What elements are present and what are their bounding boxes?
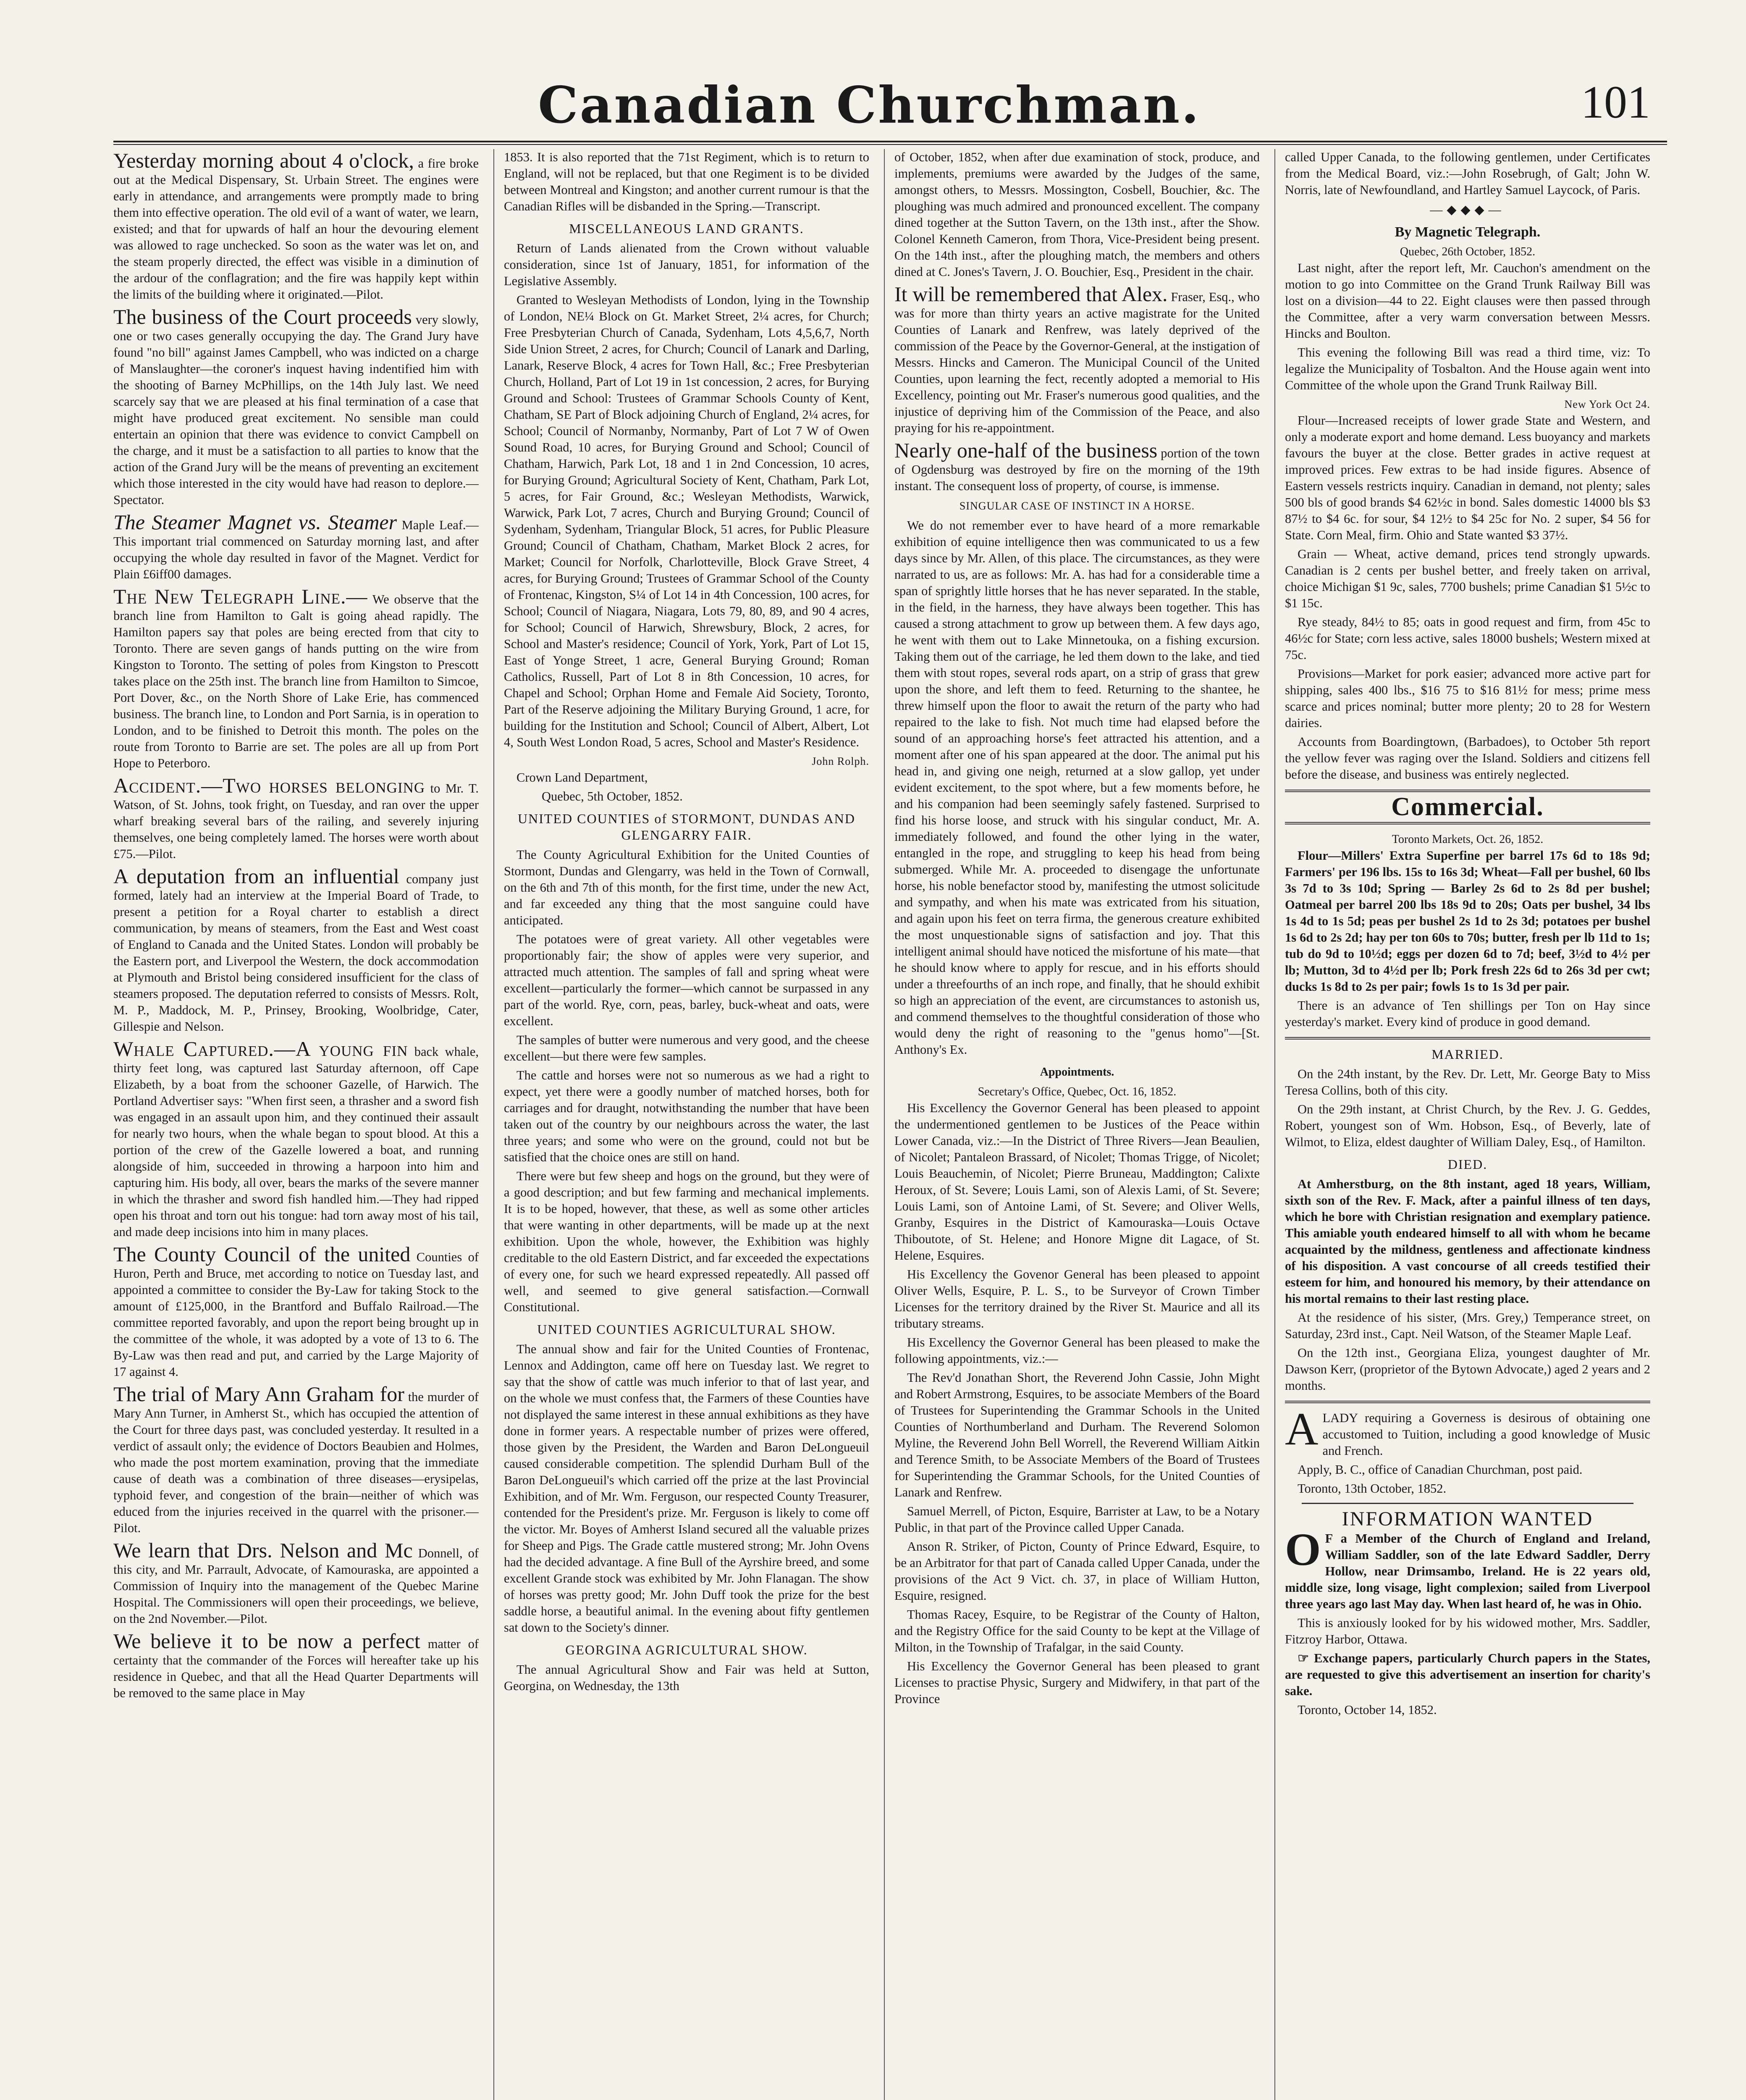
- section-heading: UNITED COUNTIES of STORMONT, DUNDAS AND GLENGARRY FAIR.: [518, 811, 855, 843]
- paragraph: There were but few sheep and hogs on the ground, but they were of a good description; and but few farming and mechanical implements. It is to be hoped, however, that these, as well as some other articles that were wanting in other departments, will be made up at the next exhibition. Upon the whole, however, the Exhibition was highly creditable to the old Eastern District, and far exceeded the expectations of every one, for such we heard expressed repeatedly. All passed off well, and seemed to give general satisfaction.—Cornwall Constitutional.: [504, 1169, 869, 1314]
- paragraph: called Upper Canada, to the following gentlemen, under Certificates from the Medical Board, viz.:—John Rosebrugh, of Galt; John W. Norris, late of Newfoundland, and Hartley Samuel Laycock, of Paris.: [1285, 150, 1650, 197]
- section-heading: Commercial.: [1391, 793, 1544, 821]
- item-lead: The Steamer Magnet vs. Steamer: [113, 510, 397, 534]
- section-heading: Appointments.: [1040, 1066, 1114, 1079]
- double-rule: [1285, 1401, 1650, 1403]
- item-body: the murder of Mary Ann Turner, in Amherst St., which has occupied the attention of the Court for three days past, was concluded yesterday. It resulted in a verdict of assault only; the evidence of Doctors Beaubien and Holmes, who made the post mortem examination, proving that the immediate cause of death was a combination of three diseases—erysipelas, typhoid fever, and congestion of the brain—neither of which was educed from the injuries received in the quarrel with the prisoner.—Pilot.: [113, 1390, 479, 1535]
- ad-body: F a Member of the Church of England and Ireland, William Saddler, son of the late Edward Saddler, Derry Hollow, near Drimsambo, Ireland. He is 22 years old, middle size, long visage, light complexion; sailed from Liverpool three years ago last May day. When last heard of, he was in Ohio.: [1285, 1531, 1650, 1611]
- section-heading: INFORMATION WANTED: [1342, 1508, 1594, 1530]
- paragraph: ☞ Exchange papers, particularly Church papers in the States, are requested to give this advertisement an insertion for charity's sake.: [1285, 1651, 1650, 1698]
- paragraph: His Excellency the Governor General has been pleased to appoint the undermentioned gentlemen to be Justices of the Peace within Lower Canada, viz.:—In the District of Three Rivers—Jean Beaulien, of Nicolet; Pantaleon Brassard, of Nicolet; Thomas Trigge, of Nicolet; Louis Beauchemin, of Nicolet; Pierre Bruneau, Maddington; Calixte Heroux, of St. Severe; Louis Lami, son of Alexis Lami, of St. Severe; Louis Lami, son of Antoine Lami, of St. Severe; and Oliver Wells, Granby, Esquires in the District of Kamouraska—Louis Octave Thiboutote, of St. Helene; and Honore Migne dit Lagace, of St. Helene, Esquires.: [894, 1101, 1260, 1263]
- item-lead: The County Council of the united: [113, 1242, 411, 1266]
- ornament-divider: —◆◆◆—: [1430, 203, 1505, 217]
- double-rule: [1285, 1037, 1650, 1040]
- paragraph: At the residence of his sister, (Mrs. Grey,) Temperance street, on Saturday, 23rd inst., Capt. Neil Watson, of the Steamer Maple Leaf.: [1285, 1310, 1650, 1341]
- item-body: back whale, thirty feet long, was captured last Saturday afternoon, off Cape Elizabeth, by a boat from the schooner Gazelle, of Harwich. The Portland Advertiser says: "When first seen, a thrasher and a sword fish was engaged in an assault upon him, and they continued their assault for nearly two hours, when the whale began to spout blood. At this a portion of the crew of the Gazelle lowered a boat, and running alongside of him, succeeded in throwing a harpoon into him and capturing him. His body, all over, bears the marks of the severe manner in which the thrasher and sword fish handled him.—They had ripped open his throat and torn out his tongue: had torn away most of his tail, and made deep incisions into him in many places.: [113, 1045, 479, 1239]
- item-lead: It will be remembered that Alex.: [894, 282, 1168, 306]
- item-body: Donnell, of this city, and Mr. Parrault, Advocate, of Kamouraska, are appointed a Commission of Inquiry into the management of the Quebec Marine Hospital. The Commissioners will open their proceedings, we believe, on the 2nd November.—Pilot.: [113, 1546, 479, 1626]
- item-body: portion of the town of Ogdensburg was destroyed by fire on the morning of the 19th instant. The consequent loss of property, of course, is immense.: [894, 446, 1260, 493]
- section-heading: MARRIED.: [1431, 1047, 1504, 1062]
- news-item: [113, 149, 479, 303]
- dateline: Quebec, 26th October, 1852.: [1400, 245, 1536, 258]
- paragraph: This evening the following Bill was read a third time, viz: To legalize the Municipality of Tosbalton. And the House again went into Committee of the whole upon the Grand Trunk Railway Bill.: [1285, 345, 1650, 392]
- paragraph: The annual show and fair for the United Counties of Frontenac, Lennox and Addington, came off here on Tuesday last. We regret to say that the show of cattle was much inferior to that of last year, and on the whole we must confess that, the Farmers of these Counties have not displayed the same interest in these annual exhibitions as they have done in former years. A respectable number of prizes were offered, those given by the President, the Warden and Baron DeLongueuil caused considerable competition. The splendid Durham Bull of the Baron DeLongueuil's which carried off the prize at the last Provincial Exhibition, and of Mr. Wm. Ferguson, our respected County Treasurer, contended for the President's prize. Mr. Ferguson is likely to come off the victor. Mr. Boyes of Amherst Island secured all the valuable prizes for Sheep and Pigs. The Grade cattle mustered strong; Mr. John Ovens had the decided advantage. A fine Bull of the Ayrshire breed, and some excellent Grande stock was exhibited by Mr. John Flanagan. The show of horses was pretty good; Mr. John Duff took the prize for the best saddle horse, a beautiful animal. In the evening about fifty gentlemen sat down to the Society's dinner.: [504, 1342, 869, 1635]
- newspaper-title: Canadian Churchman.: [538, 76, 1201, 135]
- column-3: [894, 149, 1260, 2100]
- paragraph: On the 12th inst., Georgiana Eliza, youngest daughter of Mr. Dawson Kerr, (proprietor of the Bytown Advocate,) aged 2 years and 2 months.: [1285, 1346, 1650, 1393]
- item-lead: Whale Captured.—A young fin: [113, 1037, 408, 1060]
- dateline: New York Oct 24.: [1564, 398, 1650, 410]
- item-lead: Accident.—Two horses belonging: [113, 774, 425, 797]
- item-lead: The trial of Mary Ann Graham for: [113, 1382, 404, 1406]
- news-item: [113, 585, 479, 772]
- item-lead: The business of the Court proceeds: [113, 305, 412, 328]
- column-divider: [884, 149, 885, 2100]
- paragraph: There is an advance of Ten shillings per Ton on Hay since yesterday's market. Every kind of produce in good demand.: [1285, 998, 1650, 1029]
- item-lead: The New Telegraph Line.—: [113, 585, 368, 608]
- item-body: to Mr. T. Watson, of St. Johns, took fright, on Tuesday, and ran over the upper wharf breaking several bars of the railing, and severely injuring themselves, one being completely lamed. The horses were worth about £75.—Pilot.: [113, 781, 479, 861]
- news-item: [894, 283, 1260, 436]
- item-body: Fraser, Esq., who was for more than thirty years an active magistrate for the United Counties of Lanark and Renfrew, was lately deprived of the commission of the Peace by the Governor-General, at the instigation of Messrs. Hincks and Cameron. The Municipal Council of the United Counties, upon learning the fect, recently adopted a memorial to His Excellency, pointing out Mr. Fraser's numerous good qualities, and the injustice of depriving him of the Commission of the Peace, and also praying for his re-appointment.: [894, 290, 1260, 435]
- paragraph: We do not remember ever to have heard of a more remarkable exhibition of equine intelligence then was communicated to us a few days since by Mr. Allen, of this place. The circumstances, as they were narrated to us, are as follows: Mr. A. has had for a considerable time a span of sprightly little horses that he has never separated. In the stable, in the field, in the harness, they have always been together. This has caused a strong attachment to grow up between them. A few days ago, he went with them out to Lake Minnetouka, on a fishing excursion. Taking them out of the carriage, he led them down to the lake, and tied them with stout ropes, several rods apart, on a strip of grass that grew upon the shore, and left them to feed. Returning to the shantee, he threw himself upon the floor to await the return of the party who had repaired to the lake to fish. Not much time had elapsed before the sound of an approaching horse's feet attracted his attention, and a moment after one of his span appeared at the door. The animal put his head in, and giving one neigh, returned at a slow gallop, yet under evident excitement, to the spot where, but a few moments before, he and his companion had been seemingly safely fastened. Surprised to find his horse loose, and struck with his singular conduct, Mr. A. immediately followed, and found the other lying in the water, entangled in the rope, and struggling to keep his head from being submerged. While Mr. A. proceeded to disengage the unfortunate horse, his noble benefactor stood by, manifesting the utmost solicitude and sympathy, and when his mate was extricated from his situation, and again upon his feet on terra firma, the generous creature exhibited the most unquestionable signs of satisfaction and joy. That this intelligent animal should have noticed the misfortune of his mate—that he should know where to apply for rescue, and in his efforts should under a threefourths of an inch rope, and finally, that he should exhibit so high an appreciation of the event, are circumstances to astonish us, and commend themselves to the thoughtful consideration of those who would deny the right of reasoning to the "genus homo"—[St. Anthony's Ex.: [894, 518, 1260, 1057]
- item-lead: A deputation from an influential: [113, 864, 399, 888]
- paragraph: The samples of butter were numerous and very good, and the cheese excellent—but there were few samples.: [504, 1033, 869, 1063]
- paragraph: The Rev'd Jonathan Short, the Reverend John Cassie, John Might and Robert Armstrong, Esquires, to be associate Members of the Board of Trustees for Superintending the Grammar Schools in the United Counties of Northumberland and Durham. The Reverend Solomon Myline, the Reverend John Bell Worrell, the Reverend William Aitkin and Terence Smith, to be Associate Members of the Board of Trustees for Superintending the Grammar Schools, for the United Counties of Lanark and Renfrew.: [894, 1370, 1260, 1499]
- paragraph: Toronto, October 14, 1852.: [1298, 1703, 1437, 1717]
- column-divider: [493, 149, 494, 2100]
- item-lead: We believe it to be now a perfect: [113, 1629, 420, 1653]
- paragraph: The annual Agricultural Show and Fair was held at Sutton, Georgina, on Wednesday, the 13th: [504, 1662, 869, 1693]
- dateline: Secretary's Office, Quebec, Oct. 16, 1852.: [978, 1085, 1177, 1098]
- paragraph: On the 24th instant, by the Rev. Dr. Lett, Mr. George Baty to Miss Teresa Collins, both of this city.: [1285, 1067, 1650, 1097]
- paragraph: The potatoes were of great variety. All other vegetables were proportionably fair; the show of apples were very superior, and attracted much attention. The samples of fall and spring wheat were excellent—particularly the former—which cannot be surpassed in any part of the world. Rye, corn, peas, barley, buck-wheat and oats, were excellent.: [504, 932, 869, 1028]
- item-body: very slowly, one or two cases generally occupying the day. The Grand Jury have found "no bill" against James Campbell, who was indicted on a charge of Manslaughter—the coroner's inquest having indentified him with the shooting of Barney McPhillips, on the 14th July last. We need scarcely say that we are pleased at his final termination of a case that might have produced great excitement. No sensible man could entertain an opinion that there was evidence to convict Campbell on the charge, and it must be a satisfaction to all parties to know that the action of the Grand Jury will be the means of preventing an excitement which those interested in the city would have had reason to deplore.—Spectator.: [113, 312, 479, 507]
- paragraph: His Excellency the Governor General has been pleased to grant Licenses to practise Physic, Surgery and Midwifery, in that part of the Province: [894, 1659, 1260, 1706]
- paragraph: Last night, after the report left, Mr. Cauchon's amendment on the motion to go into Committee on the Grand Trunk Railway Bill was lost on a division—44 to 22. Eight clauses were then passed through the Committee, after a very warm conversation between Messrs. Hincks and Boulton.: [1285, 261, 1650, 341]
- item-lead: Yesterday morning about 4 o'clock,: [113, 149, 414, 172]
- column-2: [504, 149, 869, 2100]
- paragraph: This is anxiously looked for by his widowed mother, Mrs. Saddler, Fitzroy Harbor, Ottawa.: [1285, 1616, 1650, 1646]
- news-item: [113, 1243, 479, 1380]
- paragraph: At Amherstburg, on the 8th instant, aged 18 years, William, sixth son of the Rev. F. Mack, after a painful illness of ten days, which he bore with Christian resignation and exemplary patience. This amiable youth endeared himself to all with whom he became acquainted by the mildness, gentleness and affectionate kindness of his disposition. A vast concourse of all creeds testified their esteem for him, and honoured his memory, by their attendance on his mortal remains to their last resting place.: [1285, 1177, 1650, 1306]
- double-rule: [1285, 790, 1650, 792]
- paragraph: Quebec, 5th October, 1852.: [542, 789, 683, 803]
- column-divider: [1274, 149, 1275, 2100]
- paragraph: His Excellency the Govenor General has been pleased to appoint Oliver Wells, Esquire, P. L. S., to be Surveyor of Crown Timber Licenses for the territory drained by the River St. Maurice and all its tributary streams.: [894, 1267, 1260, 1331]
- paragraph: Grain — Wheat, active demand, prices tend strongly upwards. Canadian is 2 cents per bushel better, and freely taken on arrival, choice Michigan $1 9c, sales, 7700 bushels; prime Canadian $1 5½c to $1 15c.: [1285, 547, 1650, 610]
- drop-cap: A: [1285, 1403, 1319, 1454]
- masthead-rule: [113, 141, 1667, 145]
- paragraph: On the 29th instant, at Christ Church, by the Rev. J. G. Geddes, Robert, youngest son of Wm. Hobson, Esq., of Beverly, late of Wilmot, to Eliza, eldest daughter of William Daley, Esq., of Hamilton.: [1285, 1102, 1650, 1149]
- paragraph: Apply, B. C., office of Canadian Churchman, post paid.: [1298, 1462, 1583, 1477]
- double-rule: [1285, 822, 1650, 824]
- advertisement: [1285, 1403, 1650, 1459]
- column-1: [113, 149, 479, 2100]
- news-item: [113, 1539, 479, 1627]
- item-body: company just formed, lately had an interview at the Imperial Board of Trade, to present a petition for a Royal charter to establish a direct communication, by means of steamers, from the East and West coast of England to Canada and the United States. London will probably be the Eastern port, and Liverpool the Western, the dock accommodation at Plymouth and Bristol being considered insufficient for the class of steamers proposed. The deputation referred to consists of Messrs. Rolt, M. P., Maddock, M. P., Prinsey, Brooking, Woolbridge, Cater, Gillespie and Nelson.: [113, 872, 479, 1034]
- dateline: Toronto Markets, Oct. 26, 1852.: [1392, 833, 1544, 846]
- paragraph: Flour—Millers' Extra Superfine per barrel 17s 6d to 18s 9d; Farmers' per 196 lbs. 15s to 16s 3d; Wheat—Fall per bushel, 60 lbs 3s 7d to 3s 10d; Spring — Barley 2s 6d to 2s 8d per bushel; Oatmeal per barrel 200 lbs 18s 9d to 20s; Oats per bushel, 34 lbs 1s 4d to 1s 5d; peas per bushel 2s 1d to 2s 3d; potatoes per bushel 1s 6d to 2s 2d; hay per ton 60s to 70s; butter, fresh per lb 11d to 1s; tub do 9d to 10½d; eggs per dozen 6d to 7d; beef, 3½d to 4½ per lb; Mutton, 3d to 4½d per lb; Pork fresh 22s 6d to 26s 3d per cwt; ducks 1s 8d to 2s per pair; fowls 1s to 1s 3d per pair.: [1285, 848, 1650, 994]
- news-item: [113, 1630, 479, 1701]
- section-heading: MISCELLANEOUS LAND GRANTS.: [569, 221, 804, 236]
- advertisement: [1285, 1524, 1650, 1612]
- item-lead: We learn that Drs. Nelson and Mc: [113, 1538, 413, 1562]
- paragraph: The cattle and horses were not so numerous as we had a right to expect, yet there were a goodly number of matched horses, both for carriages and for draught, notwithstanding the number that have been taken out of the country by our neighbours across the water, the last three years; and some who were on the ground, could not but be satisfied that the choice ones are still on hand.: [504, 1068, 869, 1164]
- paragraph: Return of Lands alienated from the Crown without valuable consideration, since 1st of January, 1851, for information of the Legislative Assembly.: [504, 241, 869, 288]
- news-item: [113, 305, 479, 508]
- paragraph: Flour—Increased receipts of lower grade State and Western, and only a moderate export and home demand. Less buoyancy and markets favours the buyer at the close. Better grades in active request at improved prices. Few extras to be had inside figures. Absence of Eastern vessels restricts inquiry. Canadian in demand, not plenty; sales 500 bls of good brands $4 62½c in bond. Sales domestic 14000 bls $3 87½ to $4 6c. for sour, $4 12½ to $4 25c for No. 2 super, $4 56 for State. Corn Meal, firm. Ohio and State wanted $3 37½.: [1285, 413, 1650, 542]
- paragraph: Granted to Wesleyan Methodists of London, lying in the Township of London, NE¼ Block on Gt. Market Street, 2¼ acres, for Church; Free Presbyterian Church of Canada, Sydenham, Lots 4,5,6,7, North Side Union Street, 2 acres, for Church; Council of Lanark and Darling, Lanark, Reserve Block, 4 acres for Town Hall, &c.; Free Presbyterian Church, Holland, Part of Lot 19 in 1st concession, 2 acres, for Burying Ground and School: Trustees of Grammar Schools County of Kent, Chatham, SE Part of Block adjoining Church of England, 2¼ acres, for School; Council of Normanby, Normanby, Part of Lot 7 W of Owen Sound Road, 10 acres, for Burying Ground and School; Council of Chatham, Harwich, Park Lot, 18 and 1 in 2nd Concession, 10 acres, for Burying Ground; Agricultural Society of Kent, Chatham, Park Lot, 5 acres, for Fair Ground, &c.; Wesleyan Methodists, Warwick, Warwick, Park Lot, 7 acres, Church and Burying Ground; Council of Sydenham, Sydenham, Triangular Block, 51 acres, for Public Pleasure Ground; Council of Chatham, Chatham, Market Block 2 acres, for Market; Council for Norfolk, Charlotteville, Block Grave Street, 4 acres, for Burying Ground; Trustees of Grammar School of the County of Frontenac, Kingston, S¼ of Lot 14 in 4th Concession, 100 acres, for School; Council of Niagara, Niagara, Lots 79, 80, 89, and 90 4 acres, for School; Council of Harwich, Shrewsbury, Block, 2 acres, for School and Master's residence; Council of York, York, Part of Lot 15, East of Yonge Street, 1 acre, General Burying Ground; Roman Catholics, Russell, Part of Lot 8 in 8th Concession, 10 acres, for Chapel and School; Orphan Home and Female Aid Society, Toronto, Part of the Reserve adjoining the Military Burying Ground, 1 acre, for building for the Institution and School; Council of Albert, Albert, Lot 4, South West London Road, 5 acres, School and Master's Residence.: [504, 293, 869, 749]
- item-body: Maple Leaf.—This important trial commenced on Saturday morning last, and after occupying the whole day resulted in favor of the Magnet. Verdict for Plain £6iff00 damages.: [113, 518, 479, 581]
- item-body: a fire broke out at the Medical Dispensary, St. Urbain Street. The engines were early in attendance, and arrangements were promptly made to bring them into effective operation. The old evil of a want of water, we learn, existed; and that for upwards of half an hour the devouring element was allowed to rage unchecked. So soon as the water was let on, and the steam properly directed, the effect was visible in a diminution of the ardour of the conflagration; and the fire was happily kept within the limits of the building where it originated.—Pilot.: [113, 156, 479, 302]
- ad-body: LADY requiring a Governess is desirous of obtaining one accustomed to Tuition, including a good knowledge of Music and French.: [1322, 1411, 1650, 1458]
- section-heading: GEORGINA AGRICULTURAL SHOW.: [565, 1642, 808, 1657]
- item-body: We observe that the branch line from Hamilton to Galt is going ahead rapidly. The Hamilton papers say that poles are being erected from that city to Toronto. There are seven gangs of hands putting on the wire from Kingston to Toronto. The setting of poles from Kingston to Prescott takes place on the 25th inst. The branch line from Hamilton to Simcoe, Port Dover, &c., on the North Shore of Lake Erie, has commenced business. The branch line, to London and Port Sarnia, is in operation to London, and to be finished to Detroit this month. The poles on the route from Toronto to Barrie are set. The poles are all up from Port Hope to Peterboro.: [113, 592, 479, 770]
- news-item: [113, 865, 479, 1035]
- item-body: Counties of Huron, Perth and Bruce, met according to notice on Tuesday last, and appointed a committee to consider the By-Law for taking Stock to the amount of £125,000, in the Brantford and Buffalo Railroad.—The committee reported favorably, and upon the report being brought up in the committee of the whole, it was adopted by a vote of 13 to 6. The By-Law was then read and put, and carried by the Large Majority of 17 against 4.: [113, 1250, 479, 1379]
- section-heading: UNITED COUNTIES AGRICULTURAL SHOW.: [537, 1322, 836, 1337]
- news-item: [894, 439, 1260, 494]
- item-body: matter of certainty that the commander of the Forces will hereafter take up his residence in Quebec, and that all the Head Quarter Departments will be removed to the same place in May: [113, 1637, 479, 1700]
- masthead: [88, 63, 1650, 143]
- paragraph: Provisions—Market for pork easier; advanced more active part for shipping, sales 400 lbs., $16 75 to $16 81½ for mess; prime mess scarce and prices nominal; butter more plenty; 20 to 28 for Western dairies.: [1285, 667, 1650, 730]
- signature: John Rolph.: [812, 755, 869, 767]
- section-heading: SINGULAR CASE OF INSTINCT IN A HORSE.: [959, 500, 1195, 512]
- paragraph: Toronto, 13th October, 1852.: [1298, 1481, 1447, 1496]
- paragraph: Crown Land Department,: [516, 770, 648, 785]
- news-item: [113, 1383, 479, 1536]
- paragraph: Anson R. Striker, of Picton, County of Prince Edward, Esquire, to be an Arbitrator for that part of Canada called Upper Canada, under the provisions of the Act 9 Vict. ch. 37, in place of William Hutton, Esquire, resigned.: [894, 1539, 1260, 1603]
- drop-cap: O: [1285, 1524, 1321, 1575]
- paragraph: of October, 1852, when after due examination of stock, produce, and implements, premiums were awarded by the Judges of the same, amongst others, to Messrs. Mossington, Cosbell, Bouchier, &c. The ploughing was much admired and pronounced excellent. The company dined together at the Sutton Tavern, on the 13th inst., after the Show. Colonel Kenneth Cameron, from Thora, Vice-President being present. On the 14th inst., after the ploughing match, the members and others dined at C. Jones's Tavern, J. O. Bouchier, Esq., President in the chair.: [894, 150, 1260, 279]
- paragraph: 1853. It is also reported that the 71st Regiment, which is to return to England, will not be replaced, but that one Regiment is to be divided between Montreal and Kingston; and another current rumour is that the Canadian Rifles will be disbanded in the Spring.—Transcript.: [504, 150, 869, 213]
- paragraph: Rye steady, 84½ to 85; oats in good request and firm, from 45c to 46½c for State; corn less active, sales 18000 bushels; Western mixed at 75c.: [1285, 615, 1650, 662]
- page-number: 101: [1581, 76, 1650, 128]
- paragraph: The County Agricultural Exhibition for the United Counties of Stormont, Dundas and Glengarry, was held in the Town of Cornwall, on the 6th and 7th of this month, for the first time, under the new Act, and far exceeded any thing that the most sanguine could have anticipated.: [504, 848, 869, 927]
- section-heading: DIED.: [1447, 1157, 1488, 1172]
- item-lead: Nearly one-half of the business: [894, 438, 1158, 462]
- paragraph: Thomas Racey, Esquire, to be Registrar of the County of Halton, and the Registry Office for the said County to be kept at the Village of Milton, in the Township of Trafalgar, in the said County.: [894, 1607, 1260, 1654]
- column-4: [1285, 149, 1650, 2100]
- paragraph: Accounts from Boardingtown, (Barbadoes), to October 5th report the yellow fever was raging over the Island. Soldiers and citizens fell before the disease, and business was entirely neglected.: [1285, 735, 1650, 782]
- rule: [1302, 1503, 1633, 1504]
- news-item: [113, 1037, 479, 1240]
- news-item: [113, 511, 479, 583]
- section-heading: By Magnetic Telegraph.: [1395, 224, 1541, 240]
- paragraph: Samuel Merrell, of Picton, Esquire, Barrister at Law, to be a Notary Public, in that part of the Province called Upper Canada.: [894, 1504, 1260, 1535]
- news-item: [113, 774, 479, 862]
- paragraph: His Excellency the Governor General has been pleased to make the following appointments, viz.:—: [894, 1335, 1260, 1366]
